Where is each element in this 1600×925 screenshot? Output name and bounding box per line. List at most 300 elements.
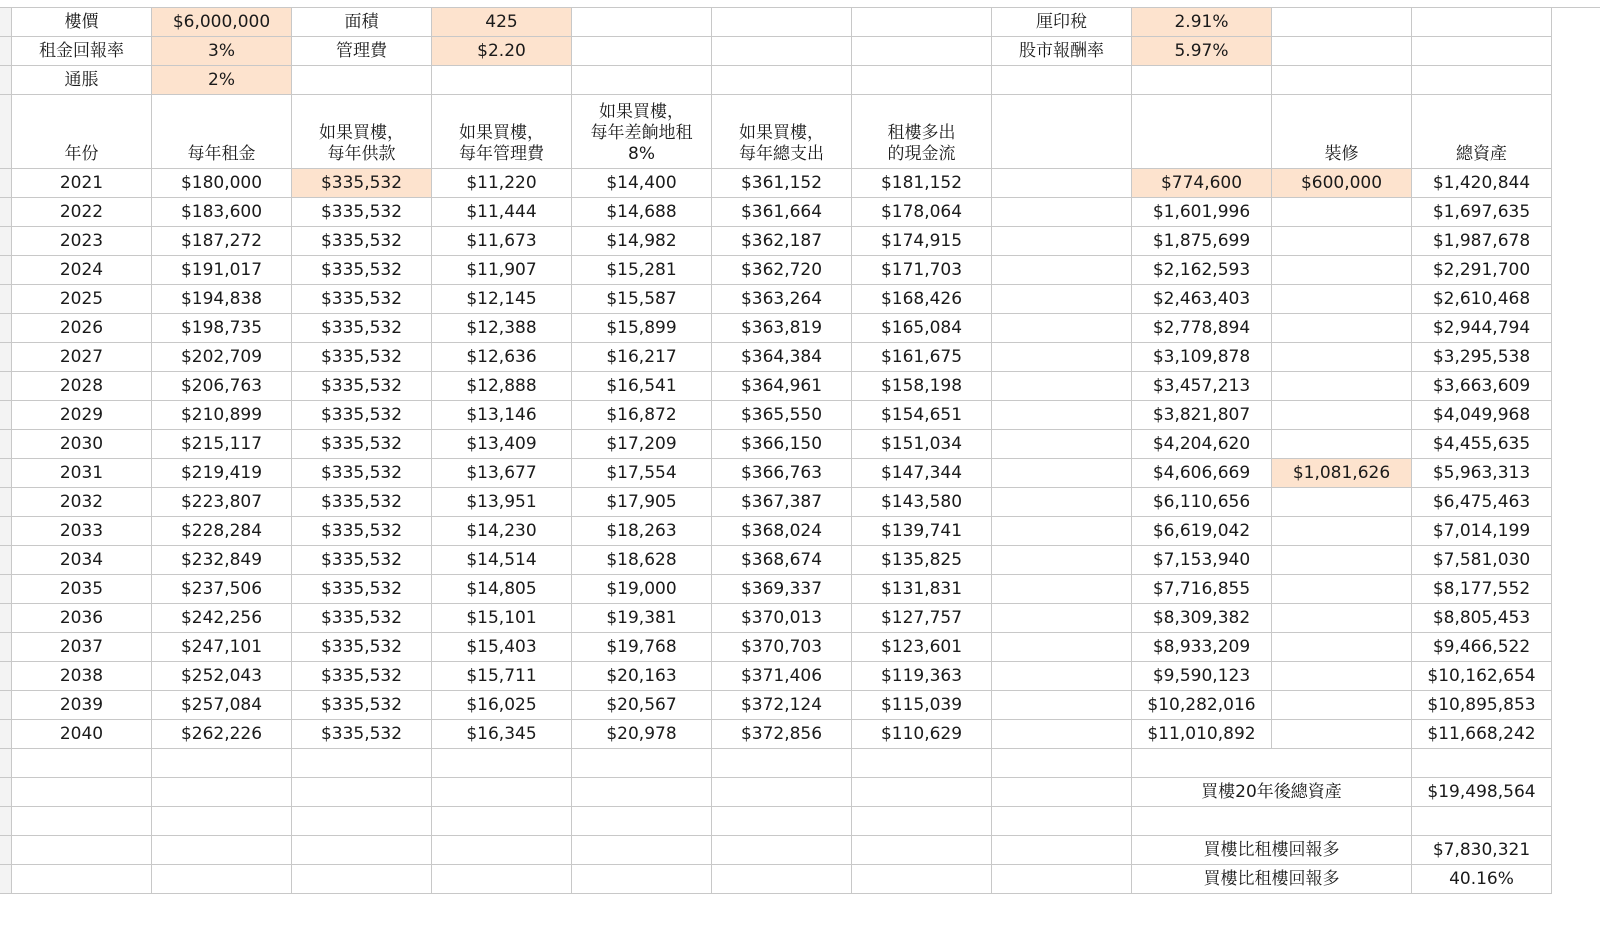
data-cell[interactable]: $4,049,968 <box>1412 401 1552 430</box>
data-cell[interactable]: $1,987,678 <box>1412 227 1552 256</box>
data-cell[interactable]: $4,606,669 <box>1132 459 1272 488</box>
param-cell[interactable]: 厘印稅 <box>992 8 1132 37</box>
data-cell[interactable]: $6,475,463 <box>1412 488 1552 517</box>
data-cell[interactable]: $161,675 <box>852 343 992 372</box>
row-header[interactable] <box>0 662 12 691</box>
data-cell[interactable]: $8,309,382 <box>1132 604 1272 633</box>
data-cell[interactable]: $335,532 <box>292 720 432 749</box>
row-header[interactable] <box>0 314 12 343</box>
data-cell[interactable] <box>992 314 1132 343</box>
data-cell[interactable]: $2,944,794 <box>1412 314 1552 343</box>
param-cell[interactable]: 3% <box>152 37 292 66</box>
param-cell[interactable] <box>1412 8 1552 37</box>
row-header[interactable] <box>0 575 12 604</box>
data-cell[interactable]: $13,951 <box>432 488 572 517</box>
data-cell[interactable] <box>1272 517 1412 546</box>
data-cell[interactable]: 2029 <box>12 401 152 430</box>
data-cell[interactable]: $11,673 <box>432 227 572 256</box>
row-header[interactable] <box>0 256 12 285</box>
data-cell[interactable]: $262,226 <box>152 720 292 749</box>
param-cell[interactable]: 面積 <box>292 8 432 37</box>
column-header[interactable]: 如果買樓， 每年總支出 <box>712 95 852 169</box>
data-cell[interactable]: $252,043 <box>152 662 292 691</box>
data-cell[interactable]: $366,763 <box>712 459 852 488</box>
data-cell[interactable]: $20,978 <box>572 720 712 749</box>
data-cell[interactable]: $10,162,654 <box>1412 662 1552 691</box>
data-cell[interactable]: $3,457,213 <box>1132 372 1272 401</box>
data-cell[interactable]: $6,110,656 <box>1132 488 1272 517</box>
data-cell[interactable]: 2038 <box>12 662 152 691</box>
data-cell[interactable]: $371,406 <box>712 662 852 691</box>
data-cell[interactable]: $2,778,894 <box>1132 314 1272 343</box>
data-cell[interactable]: $7,014,199 <box>1412 517 1552 546</box>
data-cell[interactable] <box>992 604 1132 633</box>
data-cell[interactable] <box>1272 256 1412 285</box>
data-cell[interactable]: $135,825 <box>852 546 992 575</box>
param-cell[interactable] <box>1272 66 1412 95</box>
param-cell[interactable]: 2% <box>152 66 292 95</box>
data-cell[interactable]: $7,716,855 <box>1132 575 1272 604</box>
param-cell[interactable] <box>1412 37 1552 66</box>
data-cell[interactable]: $158,198 <box>852 372 992 401</box>
param-cell[interactable] <box>852 37 992 66</box>
data-cell[interactable]: $3,663,609 <box>1412 372 1552 401</box>
empty-cell[interactable] <box>432 865 572 894</box>
row-header[interactable] <box>0 227 12 256</box>
data-cell[interactable]: $3,821,807 <box>1132 401 1272 430</box>
empty-cell[interactable] <box>992 865 1132 894</box>
row-header[interactable] <box>0 430 12 459</box>
param-cell[interactable] <box>572 66 712 95</box>
data-cell[interactable]: $219,419 <box>152 459 292 488</box>
param-cell[interactable]: 425 <box>432 8 572 37</box>
data-cell[interactable]: $335,532 <box>292 633 432 662</box>
empty-cell[interactable] <box>12 749 152 778</box>
data-cell[interactable]: $11,010,892 <box>1132 720 1272 749</box>
row-header[interactable] <box>0 401 12 430</box>
data-cell[interactable]: $12,636 <box>432 343 572 372</box>
data-cell[interactable]: $600,000 <box>1272 169 1412 198</box>
data-cell[interactable]: $335,532 <box>292 169 432 198</box>
data-cell[interactable]: 2026 <box>12 314 152 343</box>
param-cell[interactable]: 2.91% <box>1132 8 1272 37</box>
data-cell[interactable]: $202,709 <box>152 343 292 372</box>
param-cell[interactable]: 5.97% <box>1132 37 1272 66</box>
data-cell[interactable]: 2039 <box>12 691 152 720</box>
data-cell[interactable]: $1,697,635 <box>1412 198 1552 227</box>
data-cell[interactable]: $194,838 <box>152 285 292 314</box>
data-cell[interactable] <box>992 430 1132 459</box>
data-cell[interactable]: $18,628 <box>572 546 712 575</box>
data-cell[interactable]: $335,532 <box>292 343 432 372</box>
param-cell[interactable] <box>712 8 852 37</box>
data-cell[interactable]: $1,081,626 <box>1272 459 1412 488</box>
data-cell[interactable] <box>1272 227 1412 256</box>
data-cell[interactable]: $115,039 <box>852 691 992 720</box>
data-cell[interactable]: $335,532 <box>292 575 432 604</box>
data-cell[interactable]: $8,933,209 <box>1132 633 1272 662</box>
data-cell[interactable]: $165,084 <box>852 314 992 343</box>
summary-value[interactable]: $7,830,321 <box>1412 836 1552 865</box>
data-cell[interactable]: $171,703 <box>852 256 992 285</box>
data-cell[interactable] <box>992 256 1132 285</box>
row-header[interactable] <box>0 517 12 546</box>
row-header[interactable] <box>0 8 12 37</box>
row-header[interactable] <box>0 372 12 401</box>
data-cell[interactable] <box>992 517 1132 546</box>
data-cell[interactable] <box>992 227 1132 256</box>
data-cell[interactable]: $17,905 <box>572 488 712 517</box>
param-cell[interactable] <box>712 37 852 66</box>
param-cell[interactable] <box>992 66 1132 95</box>
data-cell[interactable]: $361,152 <box>712 169 852 198</box>
data-cell[interactable]: $168,426 <box>852 285 992 314</box>
param-cell[interactable] <box>1272 8 1412 37</box>
empty-cell[interactable] <box>152 836 292 865</box>
data-cell[interactable] <box>1272 575 1412 604</box>
data-cell[interactable]: $180,000 <box>152 169 292 198</box>
data-cell[interactable]: $19,768 <box>572 633 712 662</box>
empty-cell[interactable] <box>852 749 992 778</box>
data-cell[interactable]: $15,587 <box>572 285 712 314</box>
param-cell[interactable]: $2.20 <box>432 37 572 66</box>
data-cell[interactable]: $131,831 <box>852 575 992 604</box>
data-cell[interactable] <box>1272 314 1412 343</box>
empty-cell[interactable] <box>992 807 1132 836</box>
param-cell[interactable] <box>852 66 992 95</box>
data-cell[interactable]: $16,345 <box>432 720 572 749</box>
param-cell[interactable] <box>1272 37 1412 66</box>
row-header[interactable] <box>0 37 12 66</box>
summary-value[interactable] <box>1412 749 1552 778</box>
data-cell[interactable]: $16,872 <box>572 401 712 430</box>
data-cell[interactable]: $335,532 <box>292 488 432 517</box>
data-cell[interactable]: $335,532 <box>292 314 432 343</box>
empty-cell[interactable] <box>992 749 1132 778</box>
empty-cell[interactable] <box>712 778 852 807</box>
row-header[interactable] <box>0 285 12 314</box>
data-cell[interactable]: $12,145 <box>432 285 572 314</box>
empty-cell[interactable] <box>852 836 992 865</box>
data-cell[interactable]: $210,899 <box>152 401 292 430</box>
data-cell[interactable]: $15,711 <box>432 662 572 691</box>
data-cell[interactable] <box>1272 691 1412 720</box>
data-cell[interactable] <box>992 691 1132 720</box>
data-cell[interactable] <box>992 169 1132 198</box>
data-cell[interactable]: $1,420,844 <box>1412 169 1552 198</box>
empty-cell[interactable] <box>432 749 572 778</box>
param-cell[interactable] <box>572 37 712 66</box>
data-cell[interactable]: $14,805 <box>432 575 572 604</box>
param-cell[interactable] <box>1412 66 1552 95</box>
data-cell[interactable] <box>992 285 1132 314</box>
data-cell[interactable]: $12,888 <box>432 372 572 401</box>
param-cell[interactable] <box>432 66 572 95</box>
summary-label[interactable] <box>1132 807 1412 836</box>
data-cell[interactable]: $369,337 <box>712 575 852 604</box>
data-cell[interactable]: $335,532 <box>292 662 432 691</box>
row-header[interactable] <box>0 488 12 517</box>
data-cell[interactable]: 2028 <box>12 372 152 401</box>
empty-cell[interactable] <box>292 807 432 836</box>
data-cell[interactable]: $2,291,700 <box>1412 256 1552 285</box>
data-cell[interactable] <box>1272 198 1412 227</box>
data-cell[interactable] <box>992 488 1132 517</box>
empty-cell[interactable] <box>292 836 432 865</box>
empty-cell[interactable] <box>852 807 992 836</box>
data-cell[interactable]: $365,550 <box>712 401 852 430</box>
empty-cell[interactable] <box>852 778 992 807</box>
data-cell[interactable]: $232,849 <box>152 546 292 575</box>
column-header[interactable] <box>992 95 1132 169</box>
data-cell[interactable]: $363,819 <box>712 314 852 343</box>
data-cell[interactable]: $335,532 <box>292 459 432 488</box>
data-cell[interactable]: $372,124 <box>712 691 852 720</box>
data-cell[interactable]: 2034 <box>12 546 152 575</box>
data-cell[interactable]: $123,601 <box>852 633 992 662</box>
data-cell[interactable]: $335,532 <box>292 430 432 459</box>
data-cell[interactable]: $4,455,635 <box>1412 430 1552 459</box>
column-header[interactable]: 每年租金 <box>152 95 292 169</box>
data-cell[interactable]: 2033 <box>12 517 152 546</box>
column-header[interactable] <box>1132 95 1272 169</box>
data-cell[interactable]: $154,651 <box>852 401 992 430</box>
empty-cell[interactable] <box>992 778 1132 807</box>
data-cell[interactable]: $335,532 <box>292 198 432 227</box>
data-cell[interactable]: $335,532 <box>292 517 432 546</box>
data-cell[interactable]: $11,668,242 <box>1412 720 1552 749</box>
data-cell[interactable]: $335,532 <box>292 401 432 430</box>
row-header[interactable] <box>0 807 12 836</box>
row-header[interactable] <box>0 720 12 749</box>
data-cell[interactable]: $15,281 <box>572 256 712 285</box>
param-cell[interactable] <box>852 8 992 37</box>
data-cell[interactable]: $3,295,538 <box>1412 343 1552 372</box>
data-cell[interactable]: $335,532 <box>292 285 432 314</box>
data-cell[interactable]: $14,514 <box>432 546 572 575</box>
row-header[interactable] <box>0 95 12 169</box>
empty-cell[interactable] <box>12 865 152 894</box>
data-cell[interactable] <box>1272 720 1412 749</box>
column-header[interactable]: 如果買樓， 每年供款 <box>292 95 432 169</box>
data-cell[interactable]: $367,387 <box>712 488 852 517</box>
data-cell[interactable]: $8,177,552 <box>1412 575 1552 604</box>
data-cell[interactable] <box>1272 430 1412 459</box>
empty-cell[interactable] <box>292 749 432 778</box>
row-header[interactable] <box>0 778 12 807</box>
data-cell[interactable]: $7,581,030 <box>1412 546 1552 575</box>
data-cell[interactable] <box>992 575 1132 604</box>
data-cell[interactable] <box>1272 662 1412 691</box>
data-cell[interactable] <box>1272 372 1412 401</box>
summary-value[interactable]: $19,498,564 <box>1412 778 1552 807</box>
data-cell[interactable]: 2040 <box>12 720 152 749</box>
empty-cell[interactable] <box>712 807 852 836</box>
data-cell[interactable] <box>1272 401 1412 430</box>
empty-cell[interactable] <box>152 807 292 836</box>
data-cell[interactable] <box>992 633 1132 662</box>
empty-cell[interactable] <box>152 778 292 807</box>
summary-label[interactable] <box>1132 749 1412 778</box>
data-cell[interactable]: $16,541 <box>572 372 712 401</box>
data-cell[interactable]: $9,590,123 <box>1132 662 1272 691</box>
data-cell[interactable]: $362,187 <box>712 227 852 256</box>
data-cell[interactable]: $364,384 <box>712 343 852 372</box>
data-cell[interactable]: $13,409 <box>432 430 572 459</box>
empty-cell[interactable] <box>432 836 572 865</box>
data-cell[interactable]: $16,025 <box>432 691 572 720</box>
row-header[interactable] <box>0 836 12 865</box>
data-cell[interactable]: $143,580 <box>852 488 992 517</box>
data-cell[interactable] <box>992 198 1132 227</box>
row-header[interactable] <box>0 66 12 95</box>
summary-value[interactable]: 40.16% <box>1412 865 1552 894</box>
data-cell[interactable]: $14,688 <box>572 198 712 227</box>
param-cell[interactable]: 樓價 <box>12 8 152 37</box>
empty-cell[interactable] <box>852 865 992 894</box>
row-header[interactable] <box>0 691 12 720</box>
data-cell[interactable]: $335,532 <box>292 546 432 575</box>
empty-cell[interactable] <box>12 836 152 865</box>
data-cell[interactable]: $215,117 <box>152 430 292 459</box>
empty-cell[interactable] <box>292 778 432 807</box>
data-cell[interactable]: $15,101 <box>432 604 572 633</box>
data-cell[interactable]: $257,084 <box>152 691 292 720</box>
data-cell[interactable]: $4,204,620 <box>1132 430 1272 459</box>
data-cell[interactable]: $228,284 <box>152 517 292 546</box>
data-cell[interactable] <box>1272 488 1412 517</box>
data-cell[interactable]: $364,961 <box>712 372 852 401</box>
data-cell[interactable]: $5,963,313 <box>1412 459 1552 488</box>
row-header[interactable] <box>0 865 12 894</box>
row-header[interactable] <box>0 343 12 372</box>
empty-cell[interactable] <box>432 807 572 836</box>
data-cell[interactable]: $181,152 <box>852 169 992 198</box>
data-cell[interactable]: $372,856 <box>712 720 852 749</box>
data-cell[interactable]: $335,532 <box>292 372 432 401</box>
data-cell[interactable]: 2027 <box>12 343 152 372</box>
data-cell[interactable]: $366,150 <box>712 430 852 459</box>
row-header[interactable] <box>0 198 12 227</box>
data-cell[interactable]: $178,064 <box>852 198 992 227</box>
data-cell[interactable]: $174,915 <box>852 227 992 256</box>
data-cell[interactable]: $335,532 <box>292 256 432 285</box>
data-cell[interactable] <box>992 720 1132 749</box>
data-cell[interactable]: $3,109,878 <box>1132 343 1272 372</box>
data-cell[interactable]: $14,982 <box>572 227 712 256</box>
data-cell[interactable]: $14,400 <box>572 169 712 198</box>
data-cell[interactable]: $242,256 <box>152 604 292 633</box>
empty-cell[interactable] <box>992 836 1132 865</box>
empty-cell[interactable] <box>712 836 852 865</box>
empty-cell[interactable] <box>292 865 432 894</box>
data-cell[interactable] <box>992 459 1132 488</box>
data-cell[interactable]: $20,163 <box>572 662 712 691</box>
data-cell[interactable]: $17,554 <box>572 459 712 488</box>
summary-label[interactable]: 買樓20年後總資產 <box>1132 778 1412 807</box>
data-cell[interactable]: $335,532 <box>292 227 432 256</box>
data-cell[interactable]: $1,875,699 <box>1132 227 1272 256</box>
data-cell[interactable]: $774,600 <box>1132 169 1272 198</box>
data-cell[interactable]: 2036 <box>12 604 152 633</box>
param-cell[interactable]: 租金回報率 <box>12 37 152 66</box>
data-cell[interactable] <box>992 401 1132 430</box>
data-cell[interactable]: 2032 <box>12 488 152 517</box>
data-cell[interactable] <box>992 343 1132 372</box>
data-cell[interactable]: $20,567 <box>572 691 712 720</box>
data-cell[interactable]: 2022 <box>12 198 152 227</box>
param-cell[interactable]: $6,000,000 <box>152 8 292 37</box>
empty-cell[interactable] <box>572 807 712 836</box>
data-cell[interactable]: $13,146 <box>432 401 572 430</box>
data-cell[interactable] <box>992 546 1132 575</box>
row-header[interactable] <box>0 749 12 778</box>
data-cell[interactable]: $9,466,522 <box>1412 633 1552 662</box>
data-cell[interactable] <box>1272 604 1412 633</box>
data-cell[interactable] <box>1272 546 1412 575</box>
data-cell[interactable]: $363,264 <box>712 285 852 314</box>
empty-cell[interactable] <box>712 749 852 778</box>
data-cell[interactable]: $15,403 <box>432 633 572 662</box>
data-cell[interactable]: $187,272 <box>152 227 292 256</box>
param-cell[interactable]: 股市報酬率 <box>992 37 1132 66</box>
data-cell[interactable]: 2037 <box>12 633 152 662</box>
column-header[interactable]: 年份 <box>12 95 152 169</box>
empty-cell[interactable] <box>572 749 712 778</box>
data-cell[interactable]: $19,000 <box>572 575 712 604</box>
data-cell[interactable]: $110,629 <box>852 720 992 749</box>
data-cell[interactable] <box>992 372 1132 401</box>
data-cell[interactable]: $14,230 <box>432 517 572 546</box>
param-cell[interactable]: 管理費 <box>292 37 432 66</box>
data-cell[interactable]: $237,506 <box>152 575 292 604</box>
data-cell[interactable]: $368,024 <box>712 517 852 546</box>
data-cell[interactable]: $151,034 <box>852 430 992 459</box>
row-header[interactable] <box>0 633 12 662</box>
data-cell[interactable]: $1,601,996 <box>1132 198 1272 227</box>
data-cell[interactable] <box>992 662 1132 691</box>
column-header[interactable]: 裝修 <box>1272 95 1412 169</box>
empty-cell[interactable] <box>12 778 152 807</box>
data-cell[interactable]: $19,381 <box>572 604 712 633</box>
data-cell[interactable]: $11,444 <box>432 198 572 227</box>
summary-label[interactable]: 買樓比租樓回報多 <box>1132 836 1412 865</box>
empty-cell[interactable] <box>12 807 152 836</box>
data-cell[interactable]: $198,735 <box>152 314 292 343</box>
summary-label[interactable]: 買樓比租樓回報多 <box>1132 865 1412 894</box>
data-cell[interactable]: $370,013 <box>712 604 852 633</box>
data-cell[interactable]: 2030 <box>12 430 152 459</box>
data-cell[interactable]: $223,807 <box>152 488 292 517</box>
row-header[interactable] <box>0 459 12 488</box>
data-cell[interactable]: 2035 <box>12 575 152 604</box>
param-cell[interactable]: 通脹 <box>12 66 152 95</box>
data-cell[interactable]: 2024 <box>12 256 152 285</box>
data-cell[interactable]: 2021 <box>12 169 152 198</box>
data-cell[interactable]: $11,220 <box>432 169 572 198</box>
column-header[interactable]: 如果買樓， 每年管理費 <box>432 95 572 169</box>
data-cell[interactable]: $11,907 <box>432 256 572 285</box>
data-cell[interactable]: $10,895,853 <box>1412 691 1552 720</box>
data-cell[interactable]: $206,763 <box>152 372 292 401</box>
data-cell[interactable]: $10,282,016 <box>1132 691 1272 720</box>
empty-cell[interactable] <box>572 865 712 894</box>
data-cell[interactable] <box>1272 343 1412 372</box>
row-header[interactable] <box>0 169 12 198</box>
param-cell[interactable] <box>572 8 712 37</box>
data-cell[interactable]: $12,388 <box>432 314 572 343</box>
data-cell[interactable]: $183,600 <box>152 198 292 227</box>
